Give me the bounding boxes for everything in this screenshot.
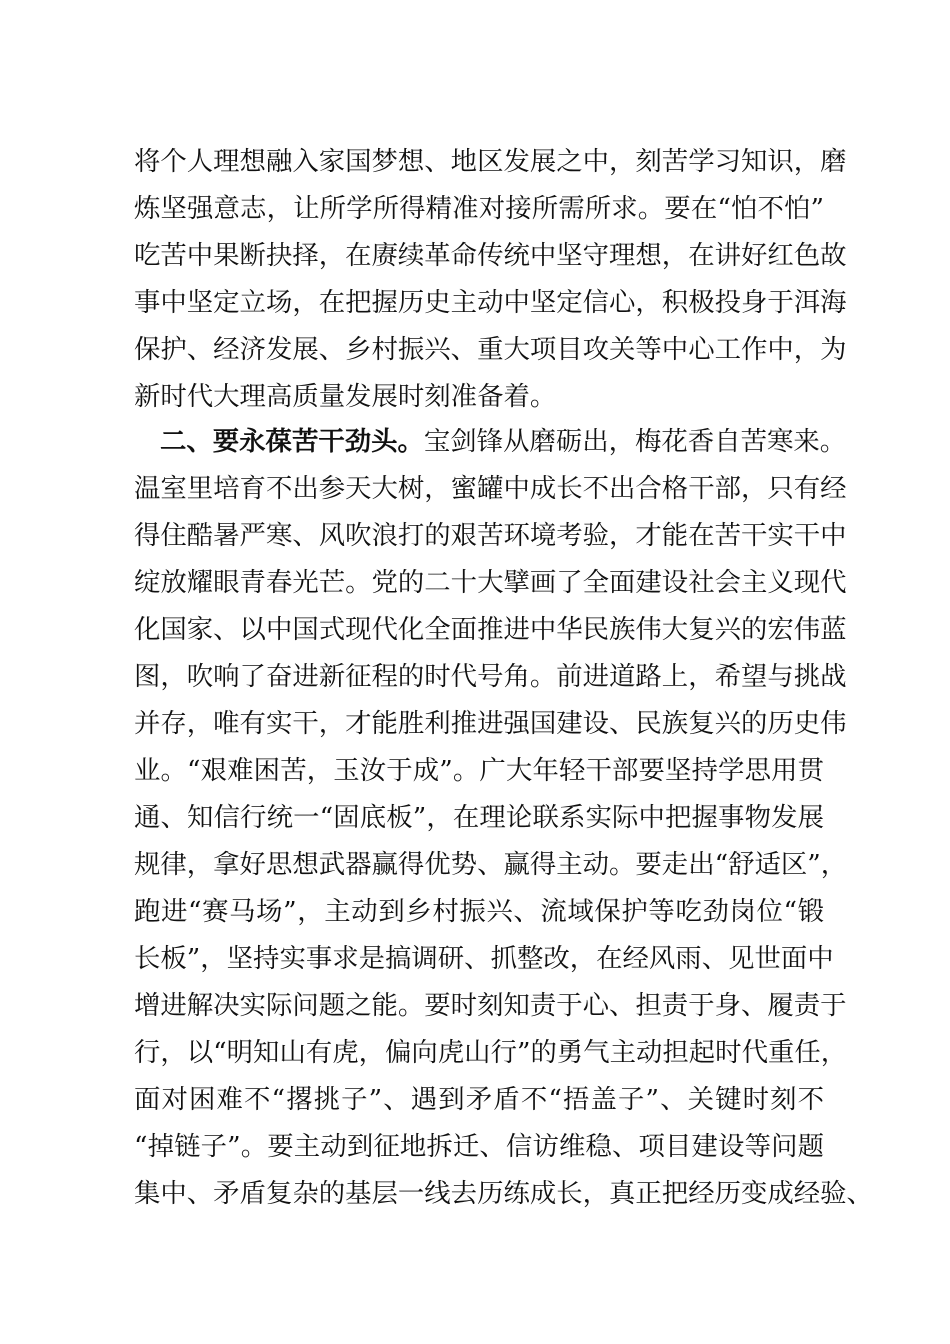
paragraph-1-line: 保护、经济发展、乡村振兴、重大项目攻关等中心工作中，为 (134, 334, 847, 365)
paragraph-2-line: 增进解决实际问题之能。要时刻知责于心、担责于身、履责于 (134, 990, 847, 1021)
paragraph-2-line: 绽放耀眼青春光芒。党的二十大擘画了全面建设社会主义现代 (134, 567, 847, 598)
paragraph-2-line: 温室里培育不出参天大树，蜜罐中成长不出合格干部，只有经 (134, 473, 847, 504)
section-heading: 二、要永葆苦干劲头。 (160, 426, 424, 457)
paragraph-1-line: 事中坚定立场，在把握历史主动中坚定信心，积极投身于洱海 (134, 287, 847, 318)
paragraph-1 (134, 138, 847, 420)
paragraph-2-line: 得住酷暑严寒、风吹浪打的艰苦环境考验，才能在苦干实干中 (134, 520, 847, 551)
paragraph-2-line: 集中、矛盾复杂的基层一线去历练成长，真正把经历变成经验、 (134, 1178, 873, 1209)
paragraph-1-line: 炼坚强意志，让所学所得精准对接所需所求。要在“怕不怕” (134, 193, 824, 224)
paragraph-2-line: 通、知信行统一“固底板”，在理论联系实际中把握事物发展 (134, 802, 824, 833)
paragraph-1-line: 新时代大理高质量发展时刻准备着。 (134, 381, 557, 412)
paragraph-2-line: “掉链子”。要主动到征地拆迁、信访维稳、项目建设等问题 (134, 1131, 824, 1162)
paragraph-2-line: 长板”，坚持实事求是搞调研、抓整改，在经风雨、见世面中 (134, 943, 834, 974)
paragraph-2-line: 跑进“赛马场”，主动到乡村振兴、流域保护等吃劲岗位“锻 (134, 896, 824, 927)
paragraph-2-line: 并存，唯有实干，才能胜利推进强国建设、民族复兴的历史伟 (134, 708, 847, 739)
paragraph-1-line: 将个人理想融入家国梦想、地区发展之中，刻苦学习知识，磨 (134, 146, 847, 177)
paragraph-2 (134, 418, 873, 1217)
paragraph-1-line: 吃苦中果断抉择，在赓续革命传统中坚守理想，在讲好红色故 (134, 240, 847, 271)
paragraph-2-line: 行，以“明知山有虎，偏向虎山行”的勇气主动担起时代重任， (134, 1037, 848, 1068)
paragraph-2-line: 化国家、以中国式现代化全面推进中华民族伟大复兴的宏伟蓝 (134, 614, 847, 645)
paragraph-2-line: 面对困难不“撂挑子”、遇到矛盾不“捂盖子”、关键时刻不 (134, 1084, 824, 1115)
paragraph-2-first-line-text: 宝剑锋从磨砺出，梅花香自苦寒来。 (423, 426, 847, 457)
paragraph-2-first-line (134, 418, 847, 465)
paragraph-2-line: 图，吹响了奋进新征程的时代号角。前进道路上，希望与挑战 (134, 661, 847, 692)
paragraph-2-line: 规律，拿好思想武器赢得优势、赢得主动。要走出“舒适区”， (134, 849, 848, 880)
paragraph-2-line: 业。“艰难困苦，玉汝于成”。广大年轻干部要坚持学思用贯 (134, 755, 824, 786)
